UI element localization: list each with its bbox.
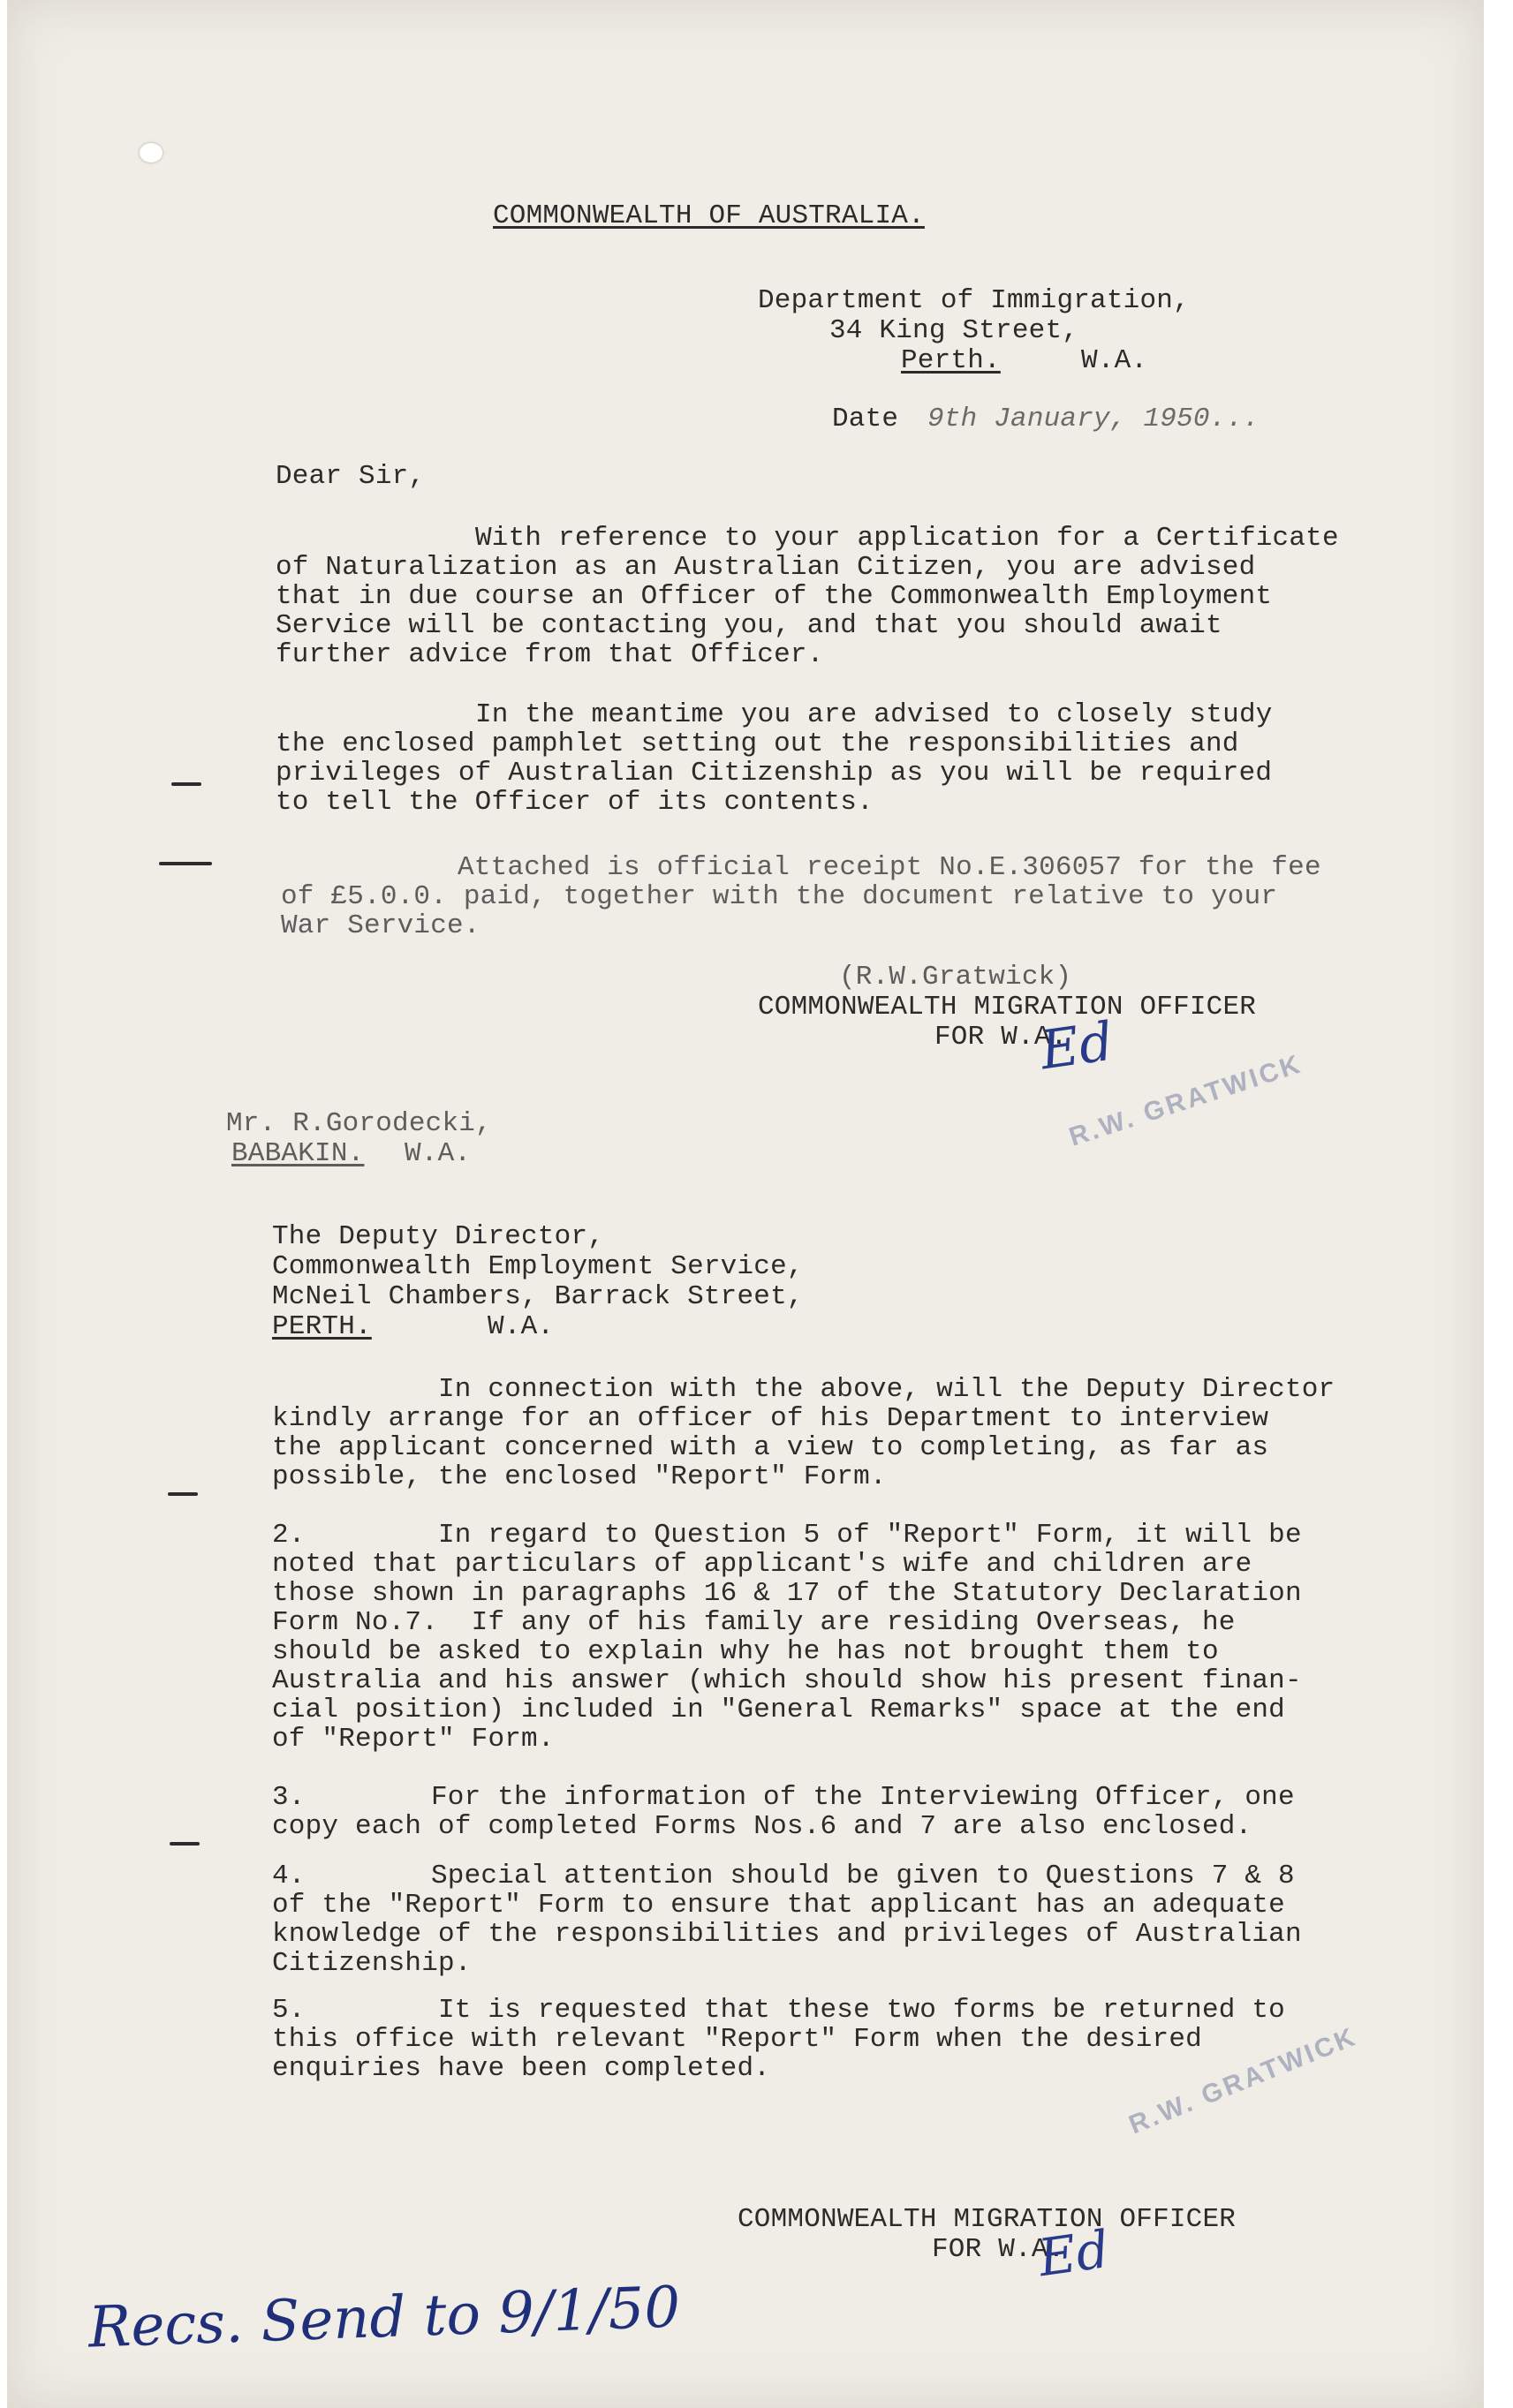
para3-line2: of £5.0.0. paid, together with the document relative to your: [281, 881, 1278, 912]
memo-para2-line4: Form No.7. If any of his family are residing Overseas, he: [272, 1607, 1236, 1638]
memo-para4-number: 4.: [272, 1861, 306, 1891]
date-value: 9th January, 1950...: [927, 404, 1260, 434]
addressee-town: BABAKIN.: [231, 1138, 365, 1169]
para1-line5: further advice from that Officer.: [276, 639, 824, 670]
memo-signatory-for: FOR W.A.: [932, 2234, 1065, 2265]
signatory-for: FOR W.A.: [934, 1022, 1068, 1053]
handwritten-initials-2: Ed: [1034, 2218, 1113, 2289]
state-line: W.A.: [1081, 345, 1148, 376]
memo-intro-line4: possible, the enclosed "Report" Form.: [272, 1461, 887, 1492]
memo-para3-line1: For the information of the Interviewing Officer, one: [431, 1782, 1295, 1813]
memo-para3-line2: copy each of completed Forms Nos.6 and 7 are also enclosed.: [272, 1811, 1252, 1842]
handwritten-note: Recs. Send to 9/1/50: [87, 2275, 682, 2361]
memo-para2-line2: noted that particulars of applicant's wife and children are: [272, 1549, 1252, 1580]
memo-to-city: PERTH.: [272, 1311, 372, 1342]
memo-para4-line3: knowledge of the responsibilities and privileges of Australian: [272, 1919, 1302, 1950]
memo-intro-line1: In connection with the above, will the Deputy Director: [438, 1374, 1335, 1405]
name-stamp-1: R.W. GRATWICK: [1065, 1049, 1306, 1152]
memo-para2-line8: of "Report" Form.: [272, 1724, 555, 1755]
memo-para5-line2: this office with relevant "Report" Form when the desired: [272, 2024, 1202, 2055]
name-stamp-2: R.W. GRATWICK: [1124, 2021, 1362, 2140]
punch-hole: [140, 143, 163, 162]
margin-dash: [168, 1492, 198, 1496]
margin-dash: [170, 1842, 200, 1846]
para2-line3: privileges of Australian Citizenship as you will be required: [276, 758, 1273, 789]
memo-para5-line1: It is requested that these two forms be returned to: [438, 1995, 1285, 2026]
memo-intro-line3: the applicant concerned with a view to completing, as far as: [272, 1432, 1269, 1463]
memo-para4-line2: of the "Report" Form to ensure that applicant has an adequate: [272, 1890, 1285, 1921]
para1-line1: With reference to your application for a Certificate: [475, 523, 1339, 554]
memo-intro-line2: kindly arrange for an officer of his Department to interview: [272, 1403, 1269, 1434]
memo-to-line2: Commonwealth Employment Service,: [272, 1251, 804, 1282]
department-line: Department of Immigration,: [758, 285, 1190, 316]
memo-para5-line3: enquiries have been completed.: [272, 2053, 771, 2084]
signatory-title: COMMONWEALTH MIGRATION OFFICER: [758, 992, 1257, 1023]
memo-para2-line5: should be asked to explain why he has not brought them to: [272, 1636, 1219, 1667]
memo-para2-line7: cial position) included in "General Remarks" space at the end: [272, 1695, 1285, 1725]
para2-line1: In the meantime you are advised to closely study: [475, 699, 1273, 730]
page-title: COMMONWEALTH OF AUSTRALIA.: [493, 200, 925, 231]
handwritten-initials-1: Ed: [1036, 1010, 1117, 1083]
para3-line1: Attached is official receipt No.E.306057 for the fee: [458, 852, 1321, 883]
para1-line3: that in due course an Officer of the Commonwealth Employment: [276, 581, 1273, 612]
margin-dashes: [159, 862, 212, 865]
memo-to-state: W.A.: [488, 1311, 555, 1342]
margin-dash: [171, 782, 201, 786]
salutation: Dear Sir,: [276, 461, 426, 492]
memo-to-line3: McNeil Chambers, Barrack Street,: [272, 1281, 804, 1312]
signatory-name: (R.W.Gratwick): [839, 962, 1072, 993]
memo-para4-line1: Special attention should be given to Questions 7 & 8: [431, 1861, 1295, 1891]
date-label: Date: [832, 404, 899, 434]
memo-para2-number: 2.: [272, 1520, 306, 1551]
memo-para2-line3: those shown in paragraphs 16 & 17 of the Statutory Declaration: [272, 1578, 1302, 1609]
para1-line4: Service will be contacting you, and that you should await: [276, 610, 1222, 641]
para3-line3: War Service.: [281, 910, 480, 941]
para1-line2: of Naturalization as an Australian Citizen, you are advised: [276, 552, 1256, 583]
memo-para2-line1: In regard to Question 5 of "Report" Form, it will be: [438, 1520, 1302, 1551]
memo-para5-number: 5.: [272, 1995, 306, 2026]
para2-line4: to tell the Officer of its contents.: [276, 787, 874, 818]
memo-para2-line6: Australia and his answer (which should show his present finan-: [272, 1665, 1302, 1696]
memo-para4-line4: Citizenship.: [272, 1948, 472, 1979]
street-line: 34 King Street,: [829, 315, 1079, 346]
memo-para3-number: 3.: [272, 1782, 306, 1813]
memo-to-line1: The Deputy Director,: [272, 1221, 605, 1252]
addressee-state: W.A.: [405, 1138, 472, 1169]
para2-line2: the enclosed pamphlet setting out the responsibilities and: [276, 728, 1239, 759]
addressee-name: Mr. R.Gorodecki,: [226, 1108, 492, 1139]
city-line: Perth.: [901, 345, 1001, 376]
memo-signatory-title: COMMONWEALTH MIGRATION OFFICER: [738, 2204, 1237, 2235]
